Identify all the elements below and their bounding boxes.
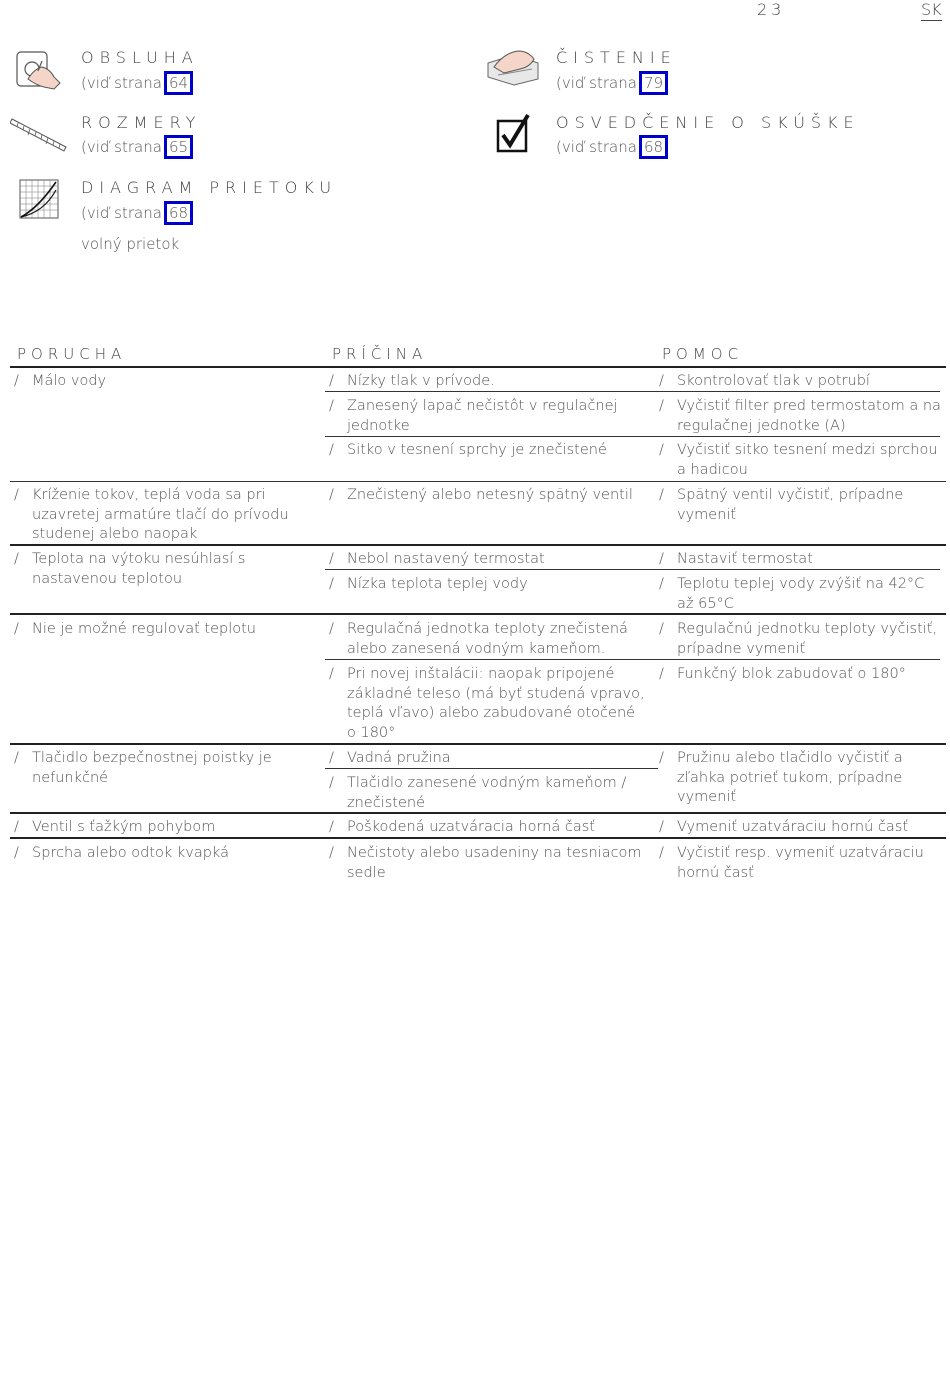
row-divider	[10, 837, 946, 839]
table-cell-pomoc: / Nastaviť termostat	[659, 551, 813, 567]
table-cell-pomoc: / Vymeniť uzatváraciu hornú časť	[659, 819, 909, 835]
table-cell-pricina: / Nečistoty alebo usadeniny na tesniacom sedle	[329, 845, 642, 881]
table-row-porucha: / Kríženie tokov, teplá voda sa pri uzavretej armatúre tlačí do prívodu studenej alebo naopak	[14, 487, 289, 543]
column-header-porucha: PORUCHA	[17, 345, 127, 363]
table-cell-pricina: / Regulačná jednotka teploty znečistená alebo zanesená vodným kameňom.	[329, 621, 628, 657]
row-divider	[325, 436, 940, 437]
table-cell-pomoc: / Skontrolovať tlak v potrubí	[659, 373, 870, 389]
page-link-68[interactable]: 68	[164, 201, 193, 225]
table-cell-pomoc: / Regulačnú jednotku teploty vyčistiť, prípadne vymeniť	[659, 621, 938, 657]
see-page-label: (viď strana	[81, 74, 162, 92]
see-page-label: (viď strana	[81, 138, 162, 156]
table-row-porucha: / Nie je možné regulovať teplotu	[14, 621, 256, 637]
language-code: SK	[921, 0, 942, 19]
row-divider	[10, 743, 946, 745]
table-cell-pomoc: / Vyčistiť filter pred termostatom a na regulačnej jednotke (A)	[659, 398, 941, 434]
table-cell-pomoc: / Spätný ventil vyčistiť, prípadne vymeniť	[659, 487, 904, 523]
row-divider	[10, 544, 946, 546]
section-title-osvedcenie: OSVEDČENIE O SKÚŠKE	[556, 113, 860, 132]
table-cell-pricina: / Poškodená uzatváracia horná časť	[329, 819, 595, 835]
row-divider	[325, 659, 940, 660]
section-ref-rozmery	[81, 135, 193, 159]
table-row-porucha: / Tlačidlo bezpečnostnej poistky je nefunkčné	[14, 750, 272, 786]
section-ref-obsluha	[81, 71, 193, 95]
see-page-label: (viď strana	[556, 74, 637, 92]
table-row-porucha: / Ventil s ťažkým pohybom	[14, 819, 216, 835]
table-cell-pomoc: / Funkčný blok zabudovať o 180°	[659, 666, 906, 682]
table-cell-pricina: / Sitko v tesnení sprchy je znečistené	[329, 442, 607, 458]
row-divider	[325, 391, 940, 392]
page-link-65[interactable]: 65	[164, 135, 193, 159]
section-title-obsluha: OBSLUHA	[81, 48, 199, 67]
section-title-diagram: DIAGRAM PRIETOKU	[81, 178, 338, 197]
page-link-64[interactable]: 64	[164, 71, 193, 95]
row-divider	[325, 569, 940, 570]
section-ref-diagram	[81, 201, 193, 225]
table-cell-pomoc: / Vyčistiť sitko tesnení medzi sprchou a hadicou	[659, 442, 938, 478]
page-number: 23	[757, 0, 786, 19]
section-ref-osvedcenie	[556, 135, 668, 159]
flow-note: volný prietok	[81, 235, 180, 253]
ruler-icon	[10, 113, 68, 153]
table-cell-pomoc: / Teplotu teplej vody zvýšiť na 42°C až 65°C	[659, 576, 925, 612]
column-header-pricina: PRÍČINA	[332, 345, 428, 363]
table-cell-pricina: / Nebol nastavený termostat	[329, 551, 545, 567]
table-cell-pricina: / Nízky tlak v prívode.	[329, 373, 495, 389]
table-row-porucha: / Málo vody	[14, 373, 107, 389]
row-divider	[10, 812, 946, 814]
table-cell-pricina: / Znečistený alebo netesný spätný ventil	[329, 487, 633, 503]
table-cell-pricina: / Pri novej inštalácii: naopak pripojené základné teleso (má byť studená vpravo, teplá vľavo) alebo zabudované otočené o 180°	[329, 666, 645, 741]
section-ref-cistenie	[556, 71, 668, 95]
row-divider	[10, 481, 946, 482]
table-cell-pomoc: / Pružinu alebo tlačidlo vyčistiť a zľahka potrieť tukom, prípadne vymeniť	[659, 750, 903, 806]
table-cell-pricina: / Tlačidlo zanesené vodným kameňom / znečistené	[329, 775, 627, 811]
table-row-porucha: / Teplota na výtoku nesúhlasí s nastavenou teplotou	[14, 551, 246, 587]
table-cell-pricina: / Zanesený lapač nečistôt v regulačnej jednotke	[329, 398, 618, 434]
hand-operating-icon	[14, 47, 64, 91]
table-cell-pricina: / Nízka teplota teplej vody	[329, 576, 528, 592]
header-rule	[10, 366, 946, 368]
table-row-porucha: / Sprcha alebo odtok kvapká	[14, 845, 229, 861]
table-cell-pomoc: / Vyčistiť resp. vymeniť uzatváraciu hornú časť	[659, 845, 924, 881]
flow-chart-icon	[18, 178, 60, 220]
checkbox-icon	[496, 113, 532, 153]
hand-cleaning-icon	[484, 45, 544, 89]
see-page-label: (viď strana	[81, 204, 162, 222]
section-title-cistenie: ČISTENIE	[556, 48, 677, 67]
page-link-68[interactable]: 68	[639, 135, 668, 159]
see-page-label: (viď strana	[556, 138, 637, 156]
column-header-pomoc: POMOC	[662, 345, 744, 363]
section-title-rozmery: ROZMERY	[81, 113, 202, 132]
table-cell-pricina: / Vadná pružina	[329, 750, 451, 766]
row-divider	[10, 613, 946, 615]
page-link-79[interactable]: 79	[639, 71, 668, 95]
row-divider	[325, 768, 658, 769]
